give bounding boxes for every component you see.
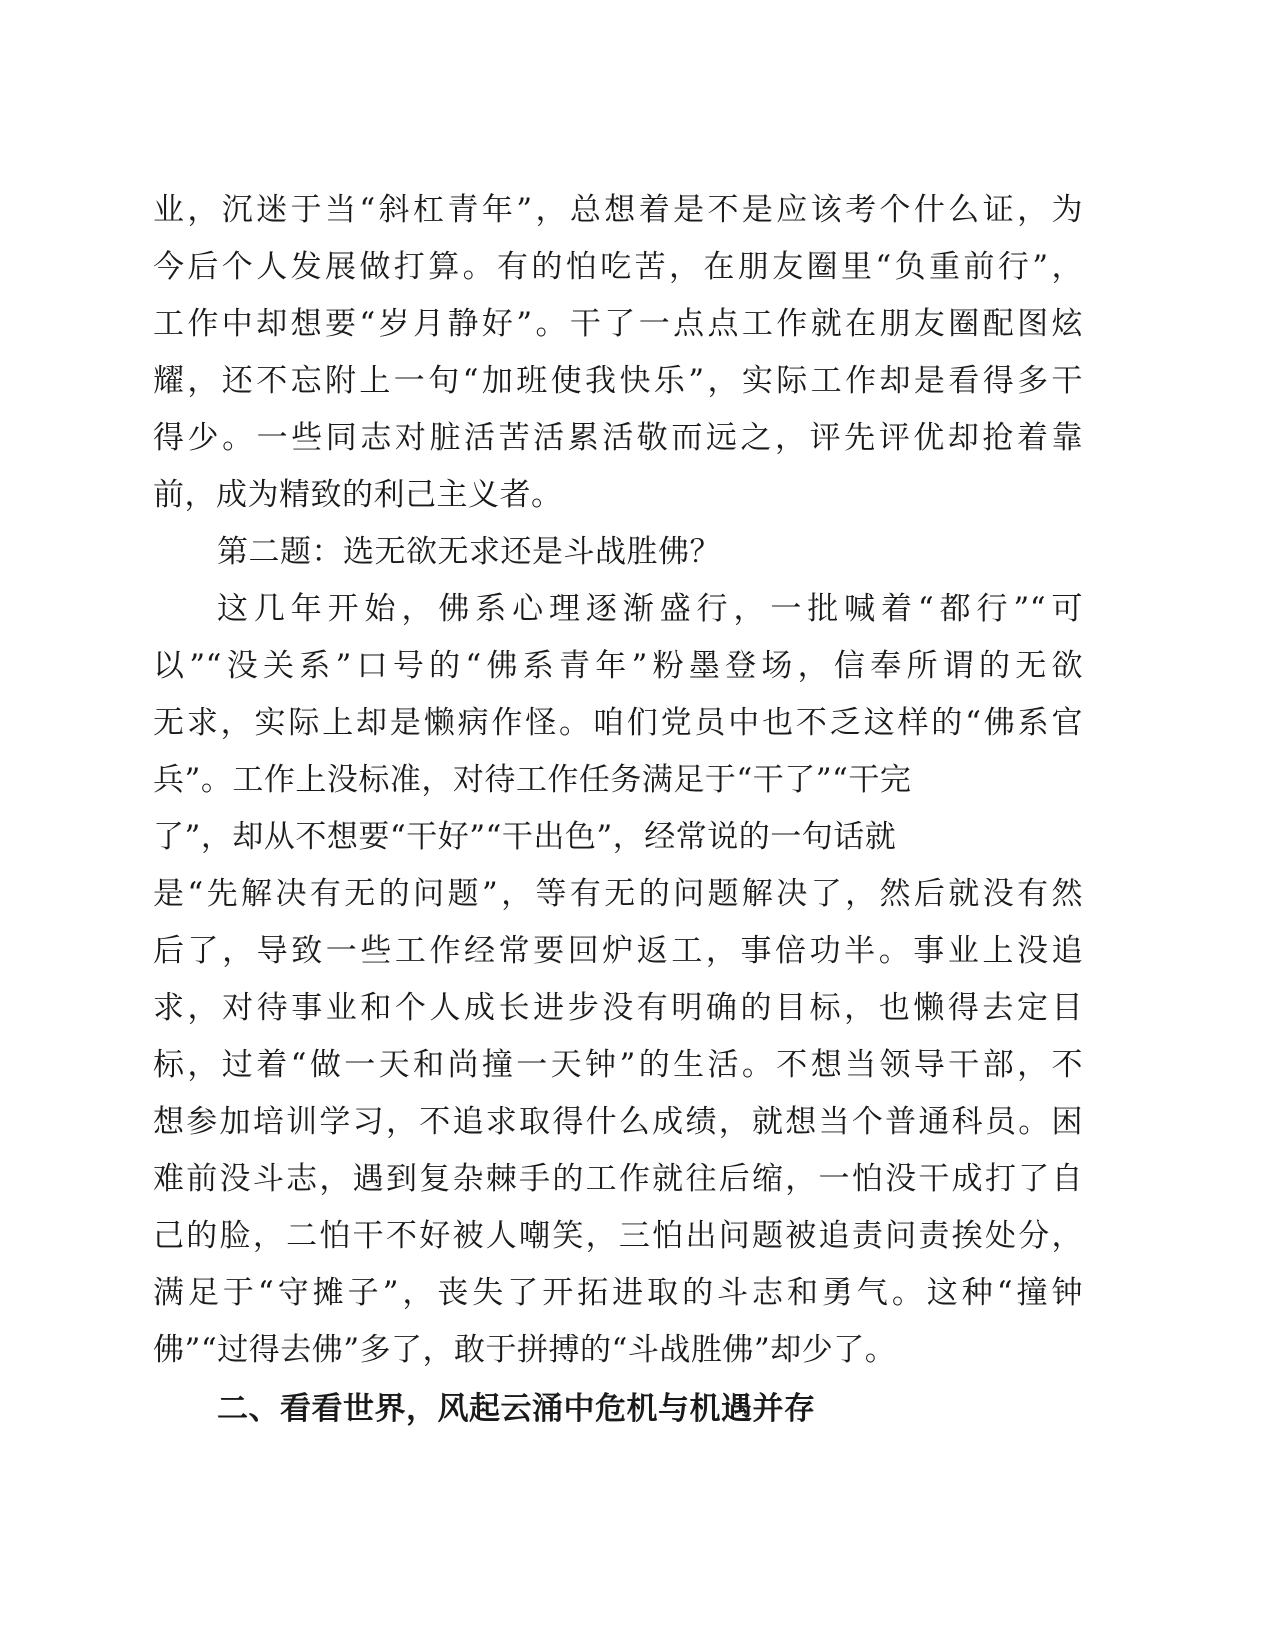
text-line: 己的脸，二怕干不好被人嘲笑，三怕出问题被追责问责挨处分， xyxy=(153,1218,1083,1254)
text-line: 求，对待事业和个人成长进步没有明确的目标，也懒得去定目 xyxy=(153,990,1083,1026)
text-line: 标，过着“做一天和尚撞一天钟”的生活。不想当领导干部，不 xyxy=(153,1047,1083,1083)
paragraph-1 xyxy=(153,182,1083,524)
text-line: 了”，却从不想要“干好”“干出色”，经常说的一句话就 xyxy=(153,819,897,855)
text-line: 佛”“过得去佛”多了，敢于拼搏的“斗战胜佛”却少了。 xyxy=(153,1332,897,1368)
text-line: 耀，还不忘附上一句“加班使我快乐”，实际工作却是看得多干 xyxy=(153,363,1083,399)
text-line: 难前没斗志，遇到复杂棘手的工作就往后缩，一怕没干成打了自 xyxy=(153,1161,1083,1197)
text-line: 是“先解决有无的问题”，等有无的问题解决了，然后就没有然 xyxy=(153,876,1083,912)
text-line: 业，沉迷于当“斜杠青年”，总想着是不是应该考个什么证，为 xyxy=(153,192,1083,228)
text-line: 兵”。工作上没标准，对待工作任务满足于“干了”“干完 xyxy=(153,762,912,798)
text-line: 后了，导致一些工作经常要回炉返工，事倍功半。事业上没追 xyxy=(153,933,1083,969)
text-line: 前，成为精致的利己主义者。 xyxy=(153,477,563,513)
text-line: 无求，实际上却是懒病作怪。咱们党员中也不乏这样的“佛系官 xyxy=(153,705,1083,741)
document-body xyxy=(153,182,1083,1438)
text-line: 以”“没关系”口号的“佛系青年”粉墨登场，信奉所谓的无欲 xyxy=(153,648,1083,684)
section-heading: 二、看看世界，风起云涌中危机与机遇并存 xyxy=(217,1391,816,1427)
text-line: 想参加培训学习，不追求取得什么成绩，就想当个普通科员。困 xyxy=(153,1104,1083,1140)
text-line: 工作中却想要“岁月静好”。干了一点点工作就在朋友圈配图炫 xyxy=(153,306,1083,342)
text-line: 这几年开始，佛系心理逐渐盛行，一批喊着“都行”“可 xyxy=(217,591,1083,627)
question-2-title: 第二题：选无欲无求还是斗战胜佛？ xyxy=(217,534,721,570)
text-line: 满足于“守摊子”，丧失了开拓进取的斗志和勇气。这种“撞钟 xyxy=(153,1275,1083,1311)
paragraph-2 xyxy=(153,581,1083,1379)
text-line: 得少。一些同志对脏活苦活累活敬而远之，评先评优却抢着靠 xyxy=(153,420,1083,456)
text-line: 今后个人发展做打算。有的怕吃苦，在朋友圈里“负重前行”， xyxy=(153,249,1083,285)
